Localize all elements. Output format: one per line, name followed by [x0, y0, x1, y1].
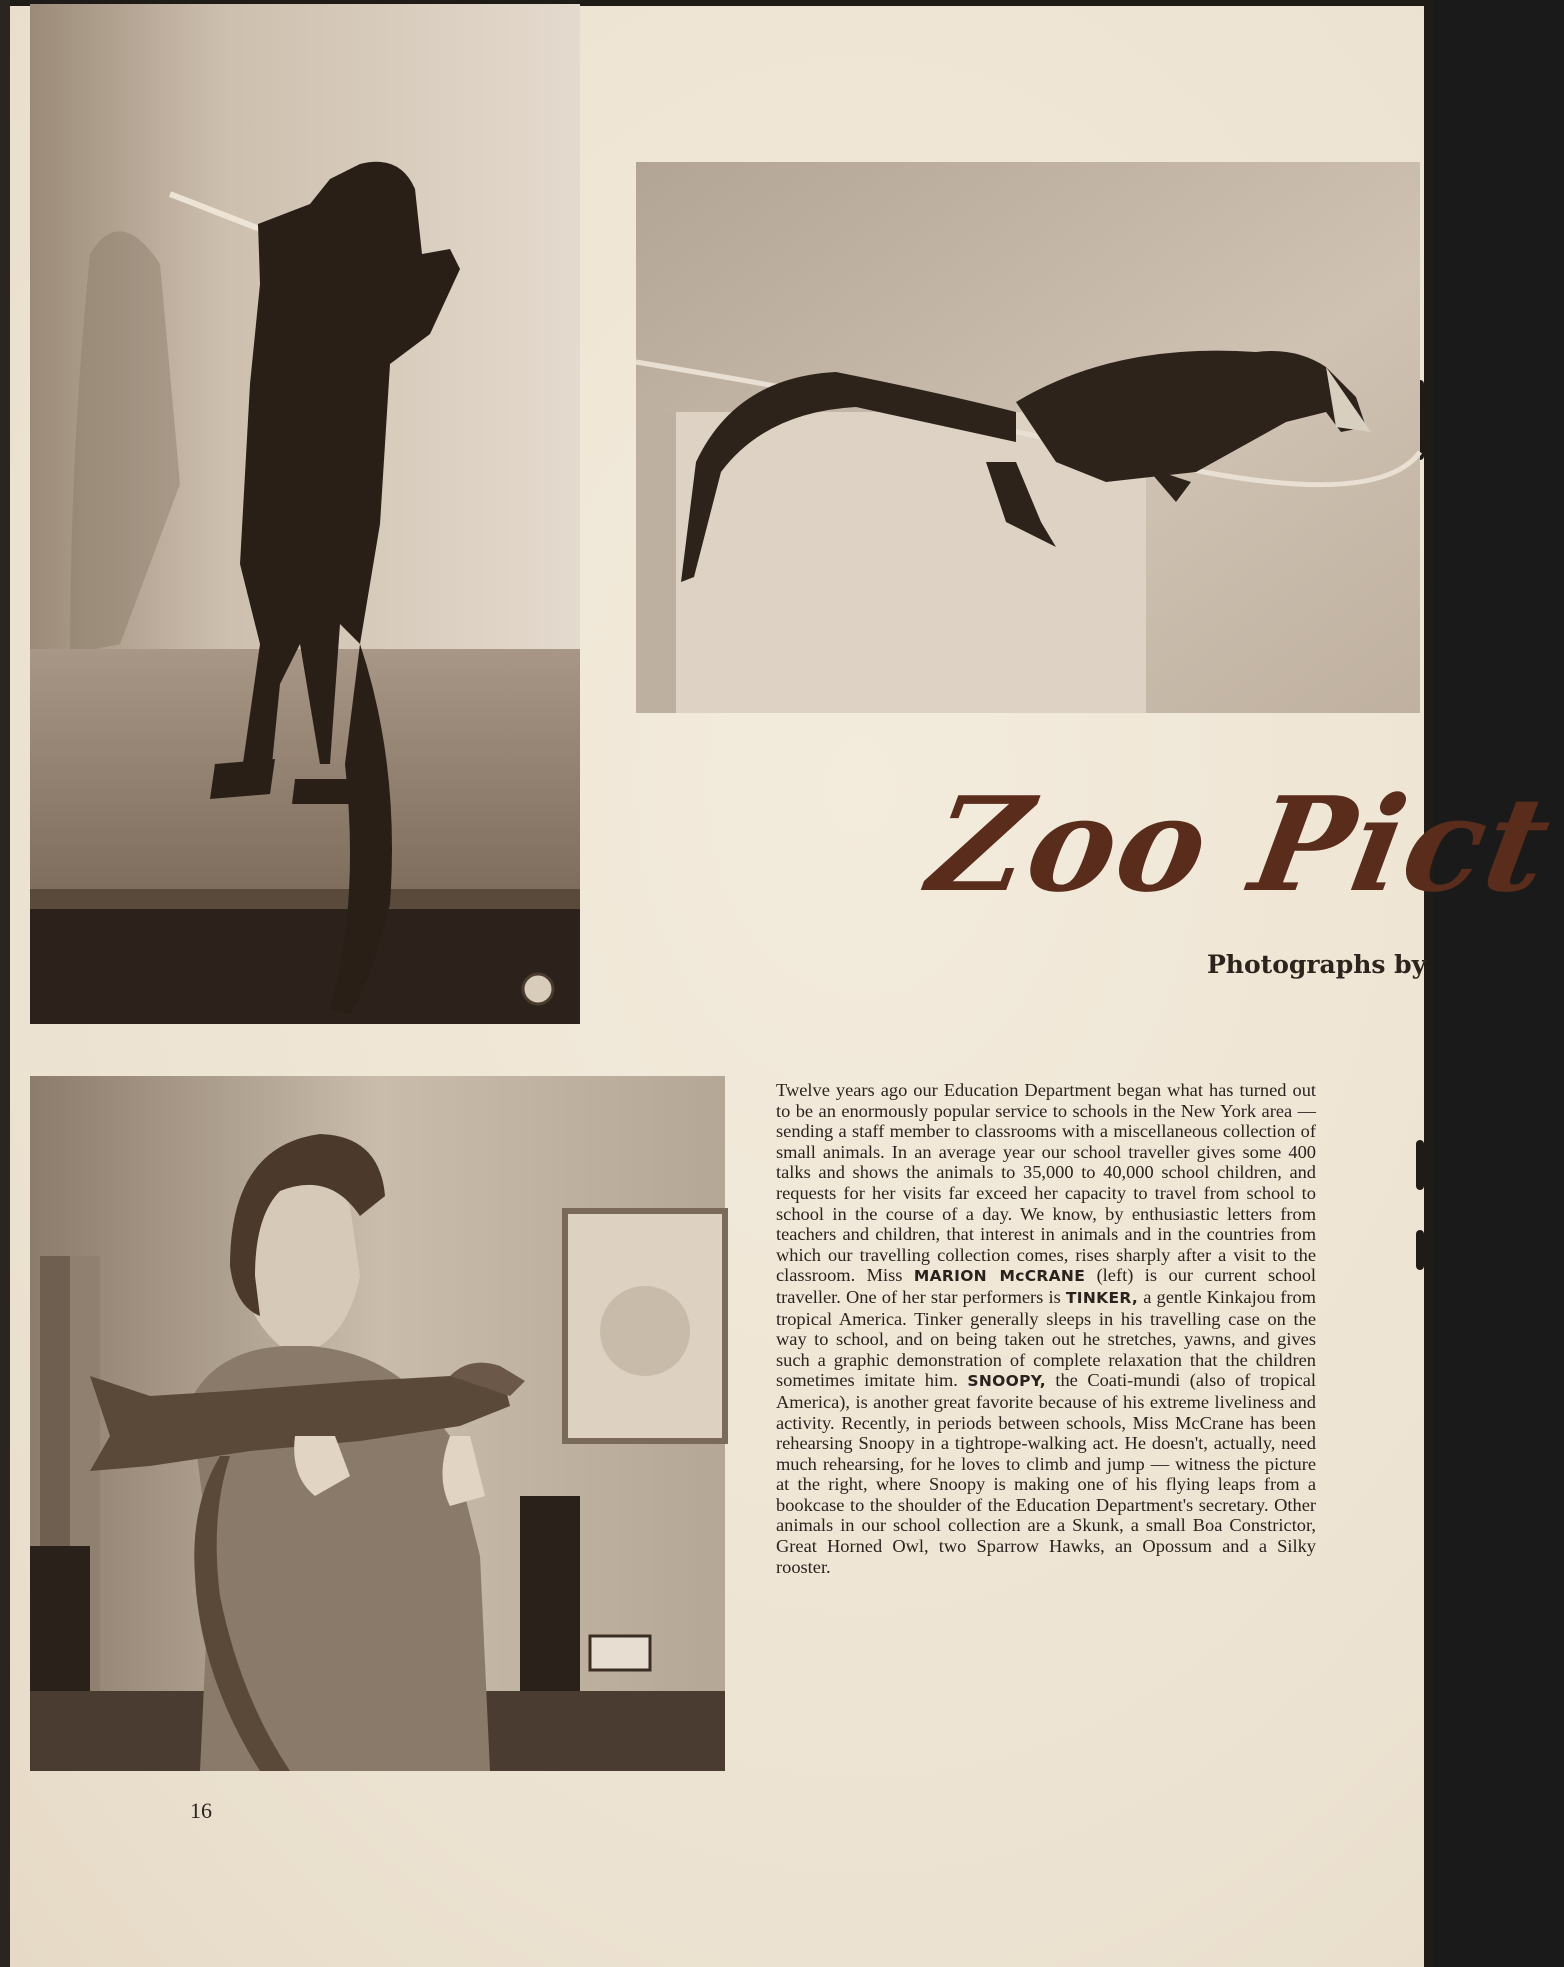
- body-text-segment: the Coati-mundi (also of tropical America), is another great favorite because of his extreme liveliness and activity. Recently, in periods between schools, Miss McCrane has been rehearsing Snoopy in a tightrope-walking act. He doesn't, actually, need much rehearsing, for he loves to climb and jump — witness the picture at the right, where Snoopy is making one of his flying leaps from a bookcase to the shoulder of the Education Department's secretary. Other animals in our school collection are a Skunk, a small Boa Constrictor, Great Horned Owl, two Sparrow Hawks, an Opossum and a Silky rooster.: [776, 1370, 1316, 1577]
- page-binding-edge: [0, 0, 10, 1967]
- article-body: [776, 1080, 1316, 1577]
- edge-mark: [1416, 1140, 1424, 1190]
- body-text-segment: a gentle Kinkajou from tropical America. Tinker generally sleeps in his travelling case on the way to school, and on being taken out he stretches, yawns, and gives such a graphic demonstration of complete relaxation that the children sometimes imitate him.: [776, 1286, 1316, 1391]
- page-number: 16: [190, 1798, 212, 1823]
- photo-marion-mccrane-with-tinker: [30, 1076, 725, 1771]
- edge-mark: [1416, 1230, 1424, 1270]
- photo-kinkajou-standing: [30, 4, 580, 1024]
- animal-name-tinker: TINKER,: [1065, 1288, 1139, 1307]
- photo-coati-tightrope: [636, 162, 1420, 713]
- photo-byline: Photographs by: [1207, 950, 1427, 979]
- body-text-segment: (left) is our current school traveller. One of her star performers is: [776, 1265, 1317, 1307]
- article-title: Zoo Pict: [919, 768, 1563, 921]
- person-name-marion-mccrane: MARION McCRANE: [913, 1267, 1086, 1286]
- animal-name-snoopy: SNOOPY,: [967, 1372, 1046, 1391]
- body-text-segment: Twelve years ago our Education Department began what has turned out to be an enormously popular service to schools in the New York area — sending a staff member to classrooms with a miscellaneous collection of small animals. In an average year our school traveller gives some 400 talks and shows the animals to 35,000 to 40,000 school children, and requests for her visits far exceed her capacity to travel from school to school in the course of a day. We know, by enthusiastic letters from teachers and children, that interest in animals and in the countries from which our travelling collection comes, rises sharply after a visit to the classroom. Miss: [776, 1080, 1316, 1286]
